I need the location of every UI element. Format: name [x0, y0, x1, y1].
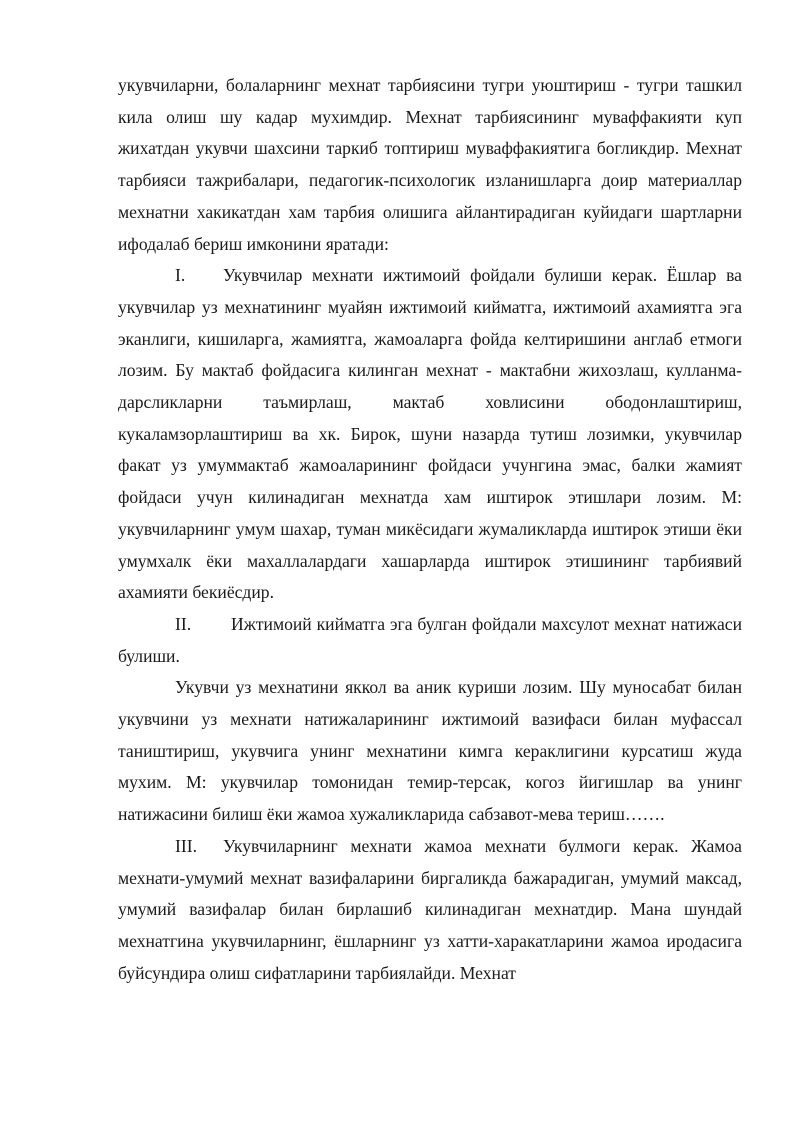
list-number: II. — [175, 613, 192, 634]
document-body — [118, 70, 742, 989]
paragraph-condition-2-detail — [118, 672, 742, 831]
paragraph-condition-1 — [118, 260, 742, 609]
paragraph-text: Укувчиларнинг мехнати жамоа мехнати булмоги керак. Жамоа мехнати-умумий мехнат вазифаларини биргаликда бажарадиган, умумий максад, умумий вазифалар билан бирлашиб килинадиган мехнатдир. Мана шундай мехнатгина укувчиларнинг, ёшларнинг уз хатти-харакатларини жамоа иродасига буйсундира олиш сифатларини тарбиялайди. Мехнат — [118, 835, 742, 983]
paragraph-text: Укувчи уз мехнатини яккол ва аник куриши лозим. Шу муносабат билан укувчини уз мехнати натижаларининг ижтимоий вазифаси билан муфассал таништириш, укувчига унинг мехнатини кимга кераклигини курсатиш жуда мухим. М: укувчилар томонидан темир-терсак, когоз йигишлар ва унинг натижасини билиш ёки жамоа хужаликларида сабзавот-мева териш……. — [118, 677, 742, 825]
list-number: III. — [175, 835, 197, 856]
paragraph-intro — [118, 70, 742, 260]
paragraph-condition-2 — [118, 609, 742, 672]
paragraph-text: укувчиларни, болаларнинг мехнат тарбиясини тугри уюштириш - тугри ташкил кила олиш шу кадар мухимдир. Мехнат тарбиясининг муваффакияти куп жихатдан укувчи шахсини таркиб топтириш муваффакиятига богликдир. Мехнат тарбияси тажрибалари, педагогик-психологик изланишларга доир материаллар мехнатни хакикатдан хам тарбия олишига айлантирадиган куйидаги шартларни ифодалаб бериш имконини яратади: — [118, 75, 742, 254]
paragraph-condition-3 — [118, 831, 742, 990]
list-number: I. — [175, 265, 186, 286]
paragraph-text: Ижтимоий кийматга эга булган фойдали махсулот мехнат натижаси булиши. — [118, 613, 742, 666]
paragraph-text: Укувчилар мехнати ижтимоий фойдали булиши керак. Ёшлар ва укувчилар уз мехнатининг муайян ижтимоий кийматга, ижтимоий ахамиятга эга эканлиги, кишиларга, жамиятга, жамоаларга фойда келтиришини англаб етмоги лозим. Бу мактаб фойдасига килинган мехнат - мактабни жихозлаш, кулланма-дарсликларни таъмирлаш, мактаб ховлисини ободонлаштириш, кукаламзорлаштириш ва хк. Бирок, шуни назарда тутиш лозимки, укувчилар факат уз умуммактаб жамоаларининг фойдаси учунгина эмас, балки жамият фойдаси учун килинадиган мехнатда хам иштирок этишлари лозим. М: укувчиларнинг умум шахар, туман микёсидаги жумаликларда иштирок этиши ёки умумхалк ёки махаллалардаги хашарларда иштирок этишининг тарбиявий ахамияти бекиёсдир. — [118, 265, 742, 603]
